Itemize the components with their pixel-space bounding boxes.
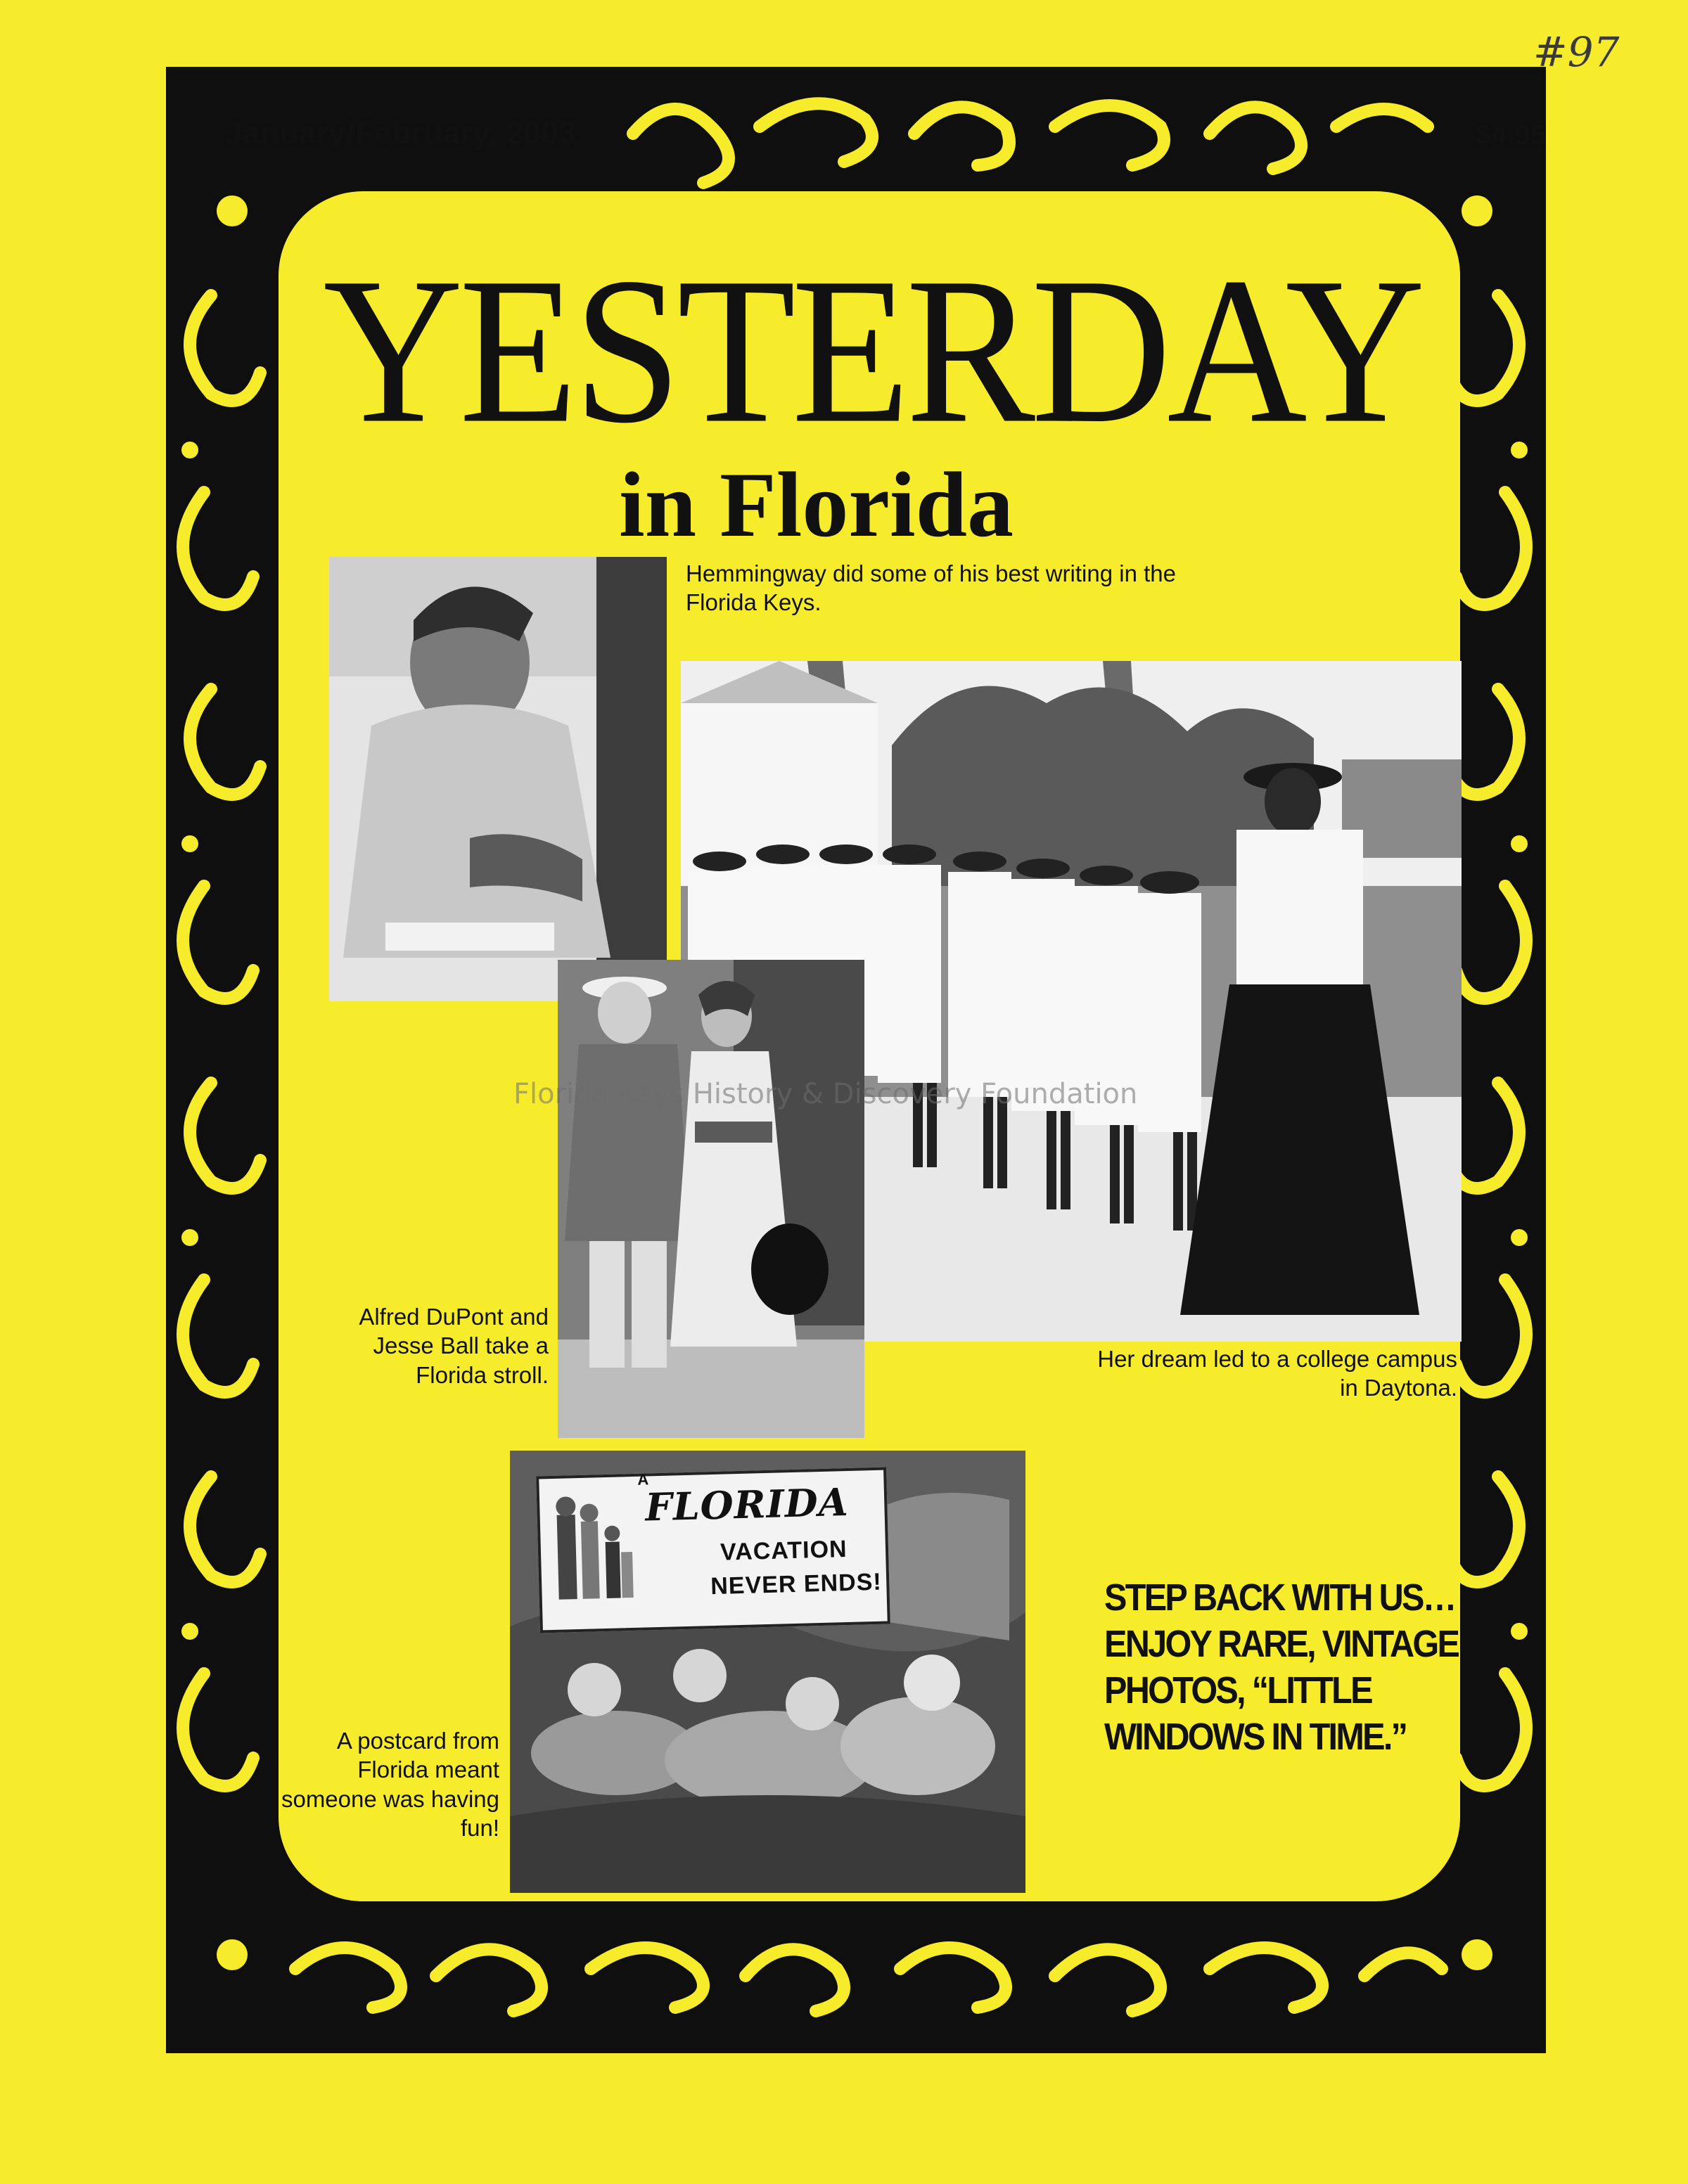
- postcard-banner: [536, 1467, 890, 1633]
- issue-date: January/February, 2003: [225, 116, 577, 150]
- postcard-line-1: VACATION: [720, 1536, 848, 1566]
- caption-hemingway: Hemmingway did some of his best writing in the Florida Keys.: [686, 560, 1176, 616]
- caption-dupont: Alfred DuPont and Jesse Ball take a Florida stroll.: [359, 1304, 549, 1388]
- cover-price: $4.95: [1476, 120, 1547, 150]
- dupont-ball-photo: [558, 960, 864, 1438]
- family-illustration-icon: [549, 1485, 637, 1621]
- postcard-florida-word: FLORIDA: [644, 1479, 850, 1530]
- florida-postcard-image: [510, 1451, 1025, 1893]
- magazine-subtitle: in Florida: [619, 453, 1014, 556]
- handwritten-note: #97: [1533, 28, 1620, 76]
- archive-watermark: Florida Keys History & Discovery Foundation: [513, 1078, 1138, 1110]
- magazine-title: YESTERDAY: [323, 233, 1421, 467]
- caption-college: Her dream led to a college campus in Daytona.: [1097, 1346, 1457, 1401]
- postcard-line-2: NEVER ENDS!: [710, 1568, 883, 1600]
- cover-tagline: STEP BACK WITH US… ENJOY RARE, VINTAGE PHOTOS, “LITTLE WINDOWS IN TIME.”: [1104, 1576, 1459, 1758]
- postcard-a: A: [637, 1470, 649, 1489]
- hemingway-photo: [329, 557, 667, 1001]
- caption-postcard: A postcard from Florida meant someone was having fun!: [281, 1728, 499, 1841]
